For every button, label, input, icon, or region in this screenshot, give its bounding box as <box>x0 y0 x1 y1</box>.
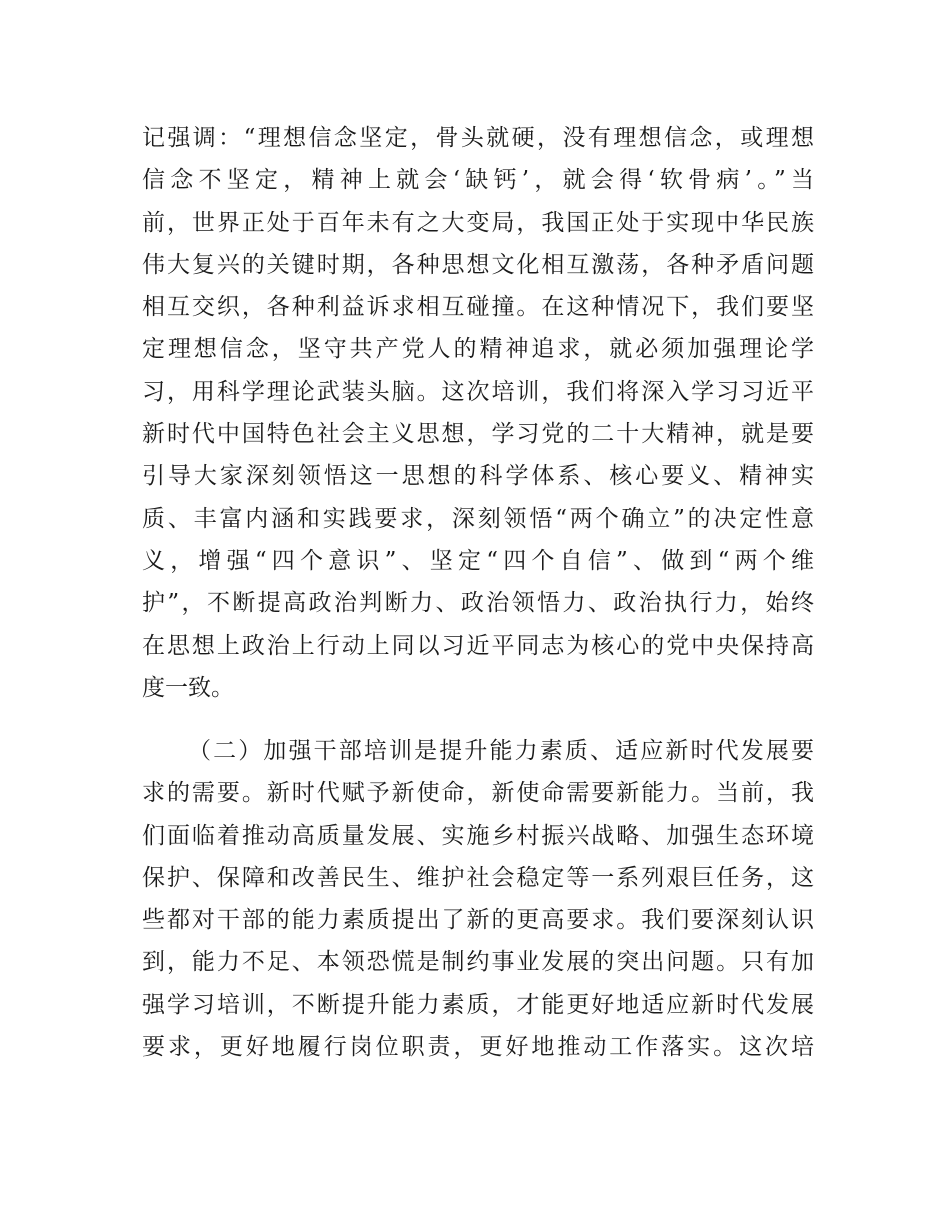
paragraph-2-line-4: 保护、保障和改善民生、维护社会稳定等一系列艰巨任务，这 <box>142 864 814 891</box>
paragraph-2-line-3: 们面临着推动高质量发展、实施乡村振兴战略、加强生态环境 <box>142 822 814 849</box>
paragraph-1-line-14: 度一致。 <box>142 674 234 701</box>
paragraph-2-line-5: 些都对干部的能力素质提出了新的更高要求。我们要深刻认识 <box>142 907 814 934</box>
paragraph-2-line-1: （二）加强干部培训是提升能力素质、适应新时代发展要 <box>188 738 814 764</box>
paragraph-2-line-2: 求的需要。新时代赋予新使命，新使命需要新能力。当前，我 <box>142 780 814 807</box>
paragraph-1-line-7: 习，用科学理论武装头脑。这次培训，我们将深入学习习近平 <box>142 378 814 405</box>
paragraph-1-line-9: 引导大家深刻领悟这一思想的科学体系、核心要义、精神实 <box>142 463 814 490</box>
paragraph-1-line-10: 质、丰富内涵和实践要求，深刻领悟“两个确立”的决定性意 <box>142 505 814 532</box>
paragraph-1-line-5: 相互交织，各种利益诉求相互碰撞。在这种情况下，我们要坚 <box>142 294 814 321</box>
paragraph-1-line-6: 定理想信念，坚守共产党人的精神追求，就必须加强理论学 <box>142 336 814 363</box>
paragraph-2-line-7: 强学习培训，不断提升能力素质，才能更好地适应新时代发展 <box>142 991 814 1018</box>
paragraph-2-line-6: 到，能力不足、本领恐慌是制约事业发展的突出问题。只有加 <box>142 949 814 976</box>
paragraph-1 <box>142 117 814 709</box>
paragraph-1-line-1: 记强调：“理想信念坚定，骨头就硬，没有理想信念，或理想 <box>142 125 814 151</box>
paragraph-1-line-3: 前，世界正处于百年未有之大变局，我国正处于实现中华民族 <box>142 209 814 236</box>
paragraph-2 <box>142 730 814 1068</box>
paragraph-1-line-2: 信念不坚定，精神上就会‘缺钙’，就会得‘软骨病’。”当 <box>142 167 814 194</box>
paragraph-1-line-13: 在思想上政治上行动上同以习近平同志为核心的党中央保持高 <box>142 632 814 659</box>
paragraph-1-line-8: 新时代中国特色社会主义思想，学习党的二十大精神，就是要 <box>142 421 814 448</box>
paragraph-1-line-4: 伟大复兴的关键时期，各种思想文化相互激荡，各种矛盾问题 <box>142 251 814 278</box>
paragraph-2-line-8: 要求，更好地履行岗位职责，更好地推动工作落实。这次培 <box>142 1034 814 1061</box>
paragraph-1-line-11: 义，增强“四个意识”、坚定“四个自信”、做到“两个维 <box>142 547 814 574</box>
paragraph-1-line-12: 护”，不断提高政治判断力、政治领悟力、政治执行力，始终 <box>142 590 814 617</box>
